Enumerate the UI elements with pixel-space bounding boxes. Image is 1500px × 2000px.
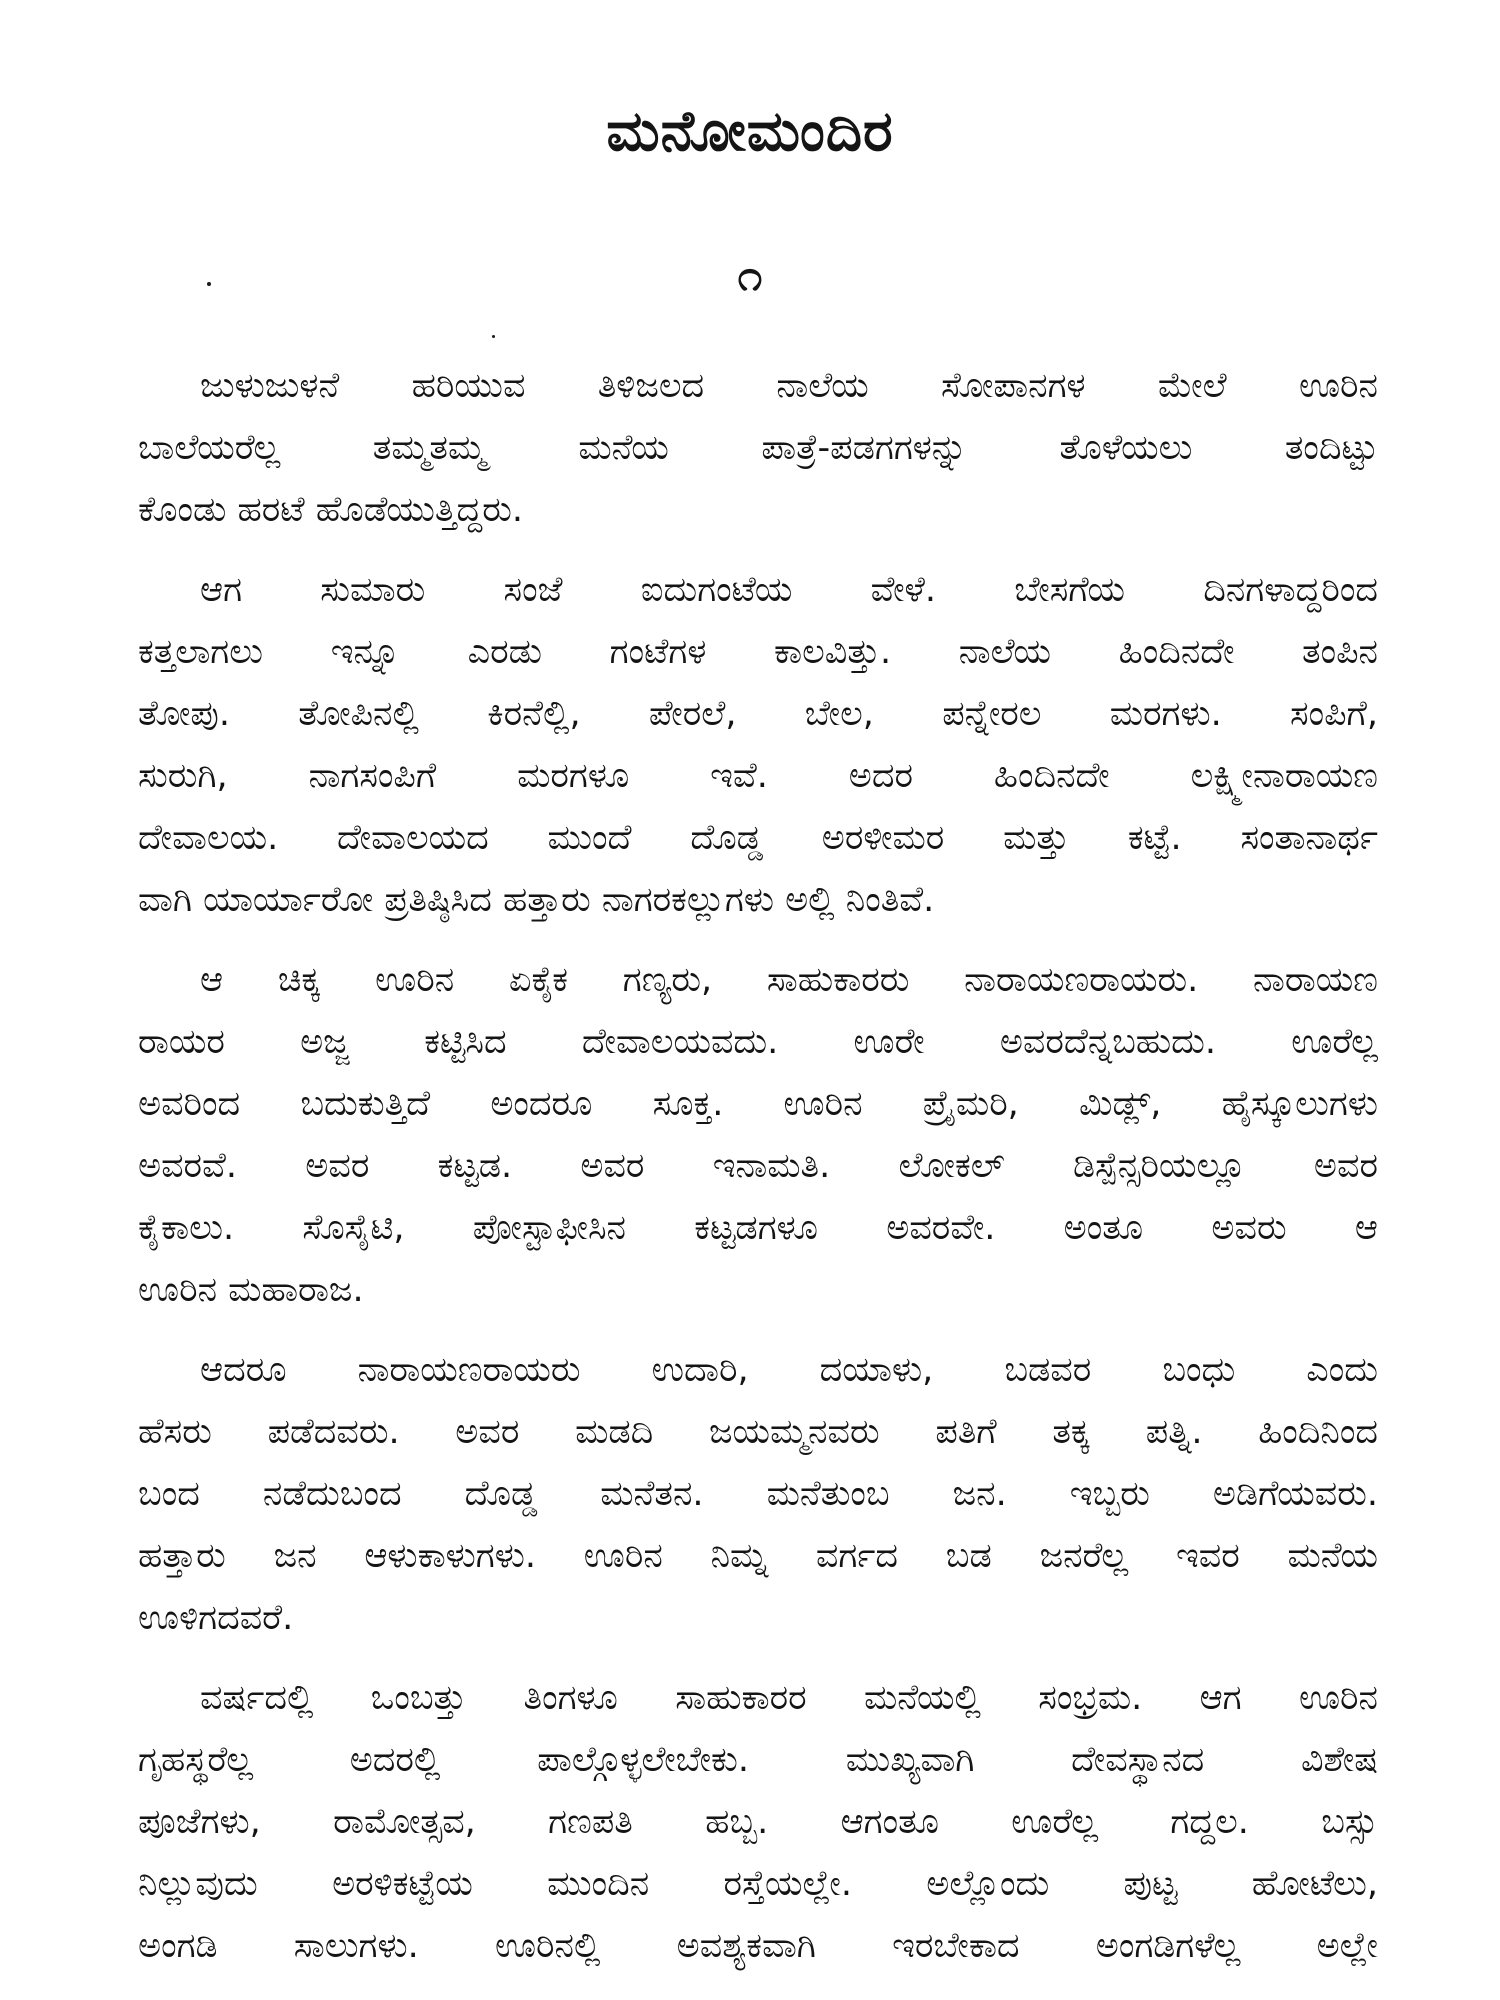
text-line: ಅಂಗಡಿ ಸಾಲುಗಳು. ಊರಿನಲ್ಲಿ ಅವಶ್ಯಕವಾಗಿ ಇರಬೇಕಾದ ಅಂಗಡಿಗಳೆಲ್ಲ ಅಲ್ಲೇ bbox=[138, 1926, 1378, 1966]
print-speck bbox=[492, 335, 495, 338]
text-line: ಜುಳುಜುಳನೆ ಹರಿಯುವ ತಿಳಿಜಲದ ನಾಲೆಯ ಸೋಪಾನಗಳ ಮೇಲೆ ಊರಿನ bbox=[200, 366, 1378, 406]
text-line: ಊರಿನ ಮಹಾರಾಜ. bbox=[138, 1270, 364, 1310]
text-line: ಬಾಲೆಯರೆಲ್ಲ ತಮ್ಮತಮ್ಮ ಮನೆಯ ಪಾತ್ರೆ-ಪಡಗಗಳನ್ನು ತೊಳೆಯಲು ತಂದಿಟ್ಟು bbox=[138, 428, 1378, 468]
page-title: ಮನೋಮಂದಿರ bbox=[606, 99, 894, 164]
text-line: ಹೆಸರು ಪಡೆದವರು. ಅವರ ಮಡದಿ ಜಯಮ್ಮನವರು ಪತಿಗೆ ತಕ್ಕ ಪತ್ನಿ. ಹಿಂದಿನಿಂದ bbox=[138, 1412, 1378, 1452]
text-line: ಬಂದ ನಡೆದುಬಂದ ದೊಡ್ಡ ಮನೆತನ. ಮನೆತುಂಬ ಜನ. ಇಬ್ಬರು ಅಡಿಗೆಯವರು. bbox=[138, 1474, 1378, 1514]
text-line: ಆಗ ಸುಮಾರು ಸಂಜೆ ಐದುಗಂಟೆಯ ವೇಳೆ. ಬೇಸಗೆಯ ದಿನಗಳಾದ್ದರಿಂದ bbox=[200, 570, 1378, 610]
text-line: ವರ್ಷದಲ್ಲಿ ಒಂಬತ್ತು ತಿಂಗಳೂ ಸಾಹುಕಾರರ ಮನೆಯಲ್ಲಿ ಸಂಭ್ರಮ. ಆಗ ಊರಿನ bbox=[200, 1678, 1378, 1718]
text-line: ದೇವಾಲಯ. ದೇವಾಲಯದ ಮುಂದೆ ದೊಡ್ಡ ಅರಳೀಮರ ಮತ್ತು ಕಟ್ಟೆ. ಸಂತಾನಾರ್ಥ bbox=[138, 818, 1378, 858]
paragraph bbox=[138, 949, 1378, 1321]
print-speck bbox=[207, 282, 211, 286]
text-line: ಕತ್ತಲಾಗಲು ಇನ್ನೂ ಎರಡು ಗಂಟೆಗಳ ಕಾಲವಿತ್ತು. ನಾಲೆಯ ಹಿಂದಿನದೇ ತಂಪಿನ bbox=[138, 632, 1378, 672]
chapter-number: ೧ bbox=[737, 250, 763, 301]
text-line: ಅವರವೆ. ಅವರ ಕಟ್ಟಡ. ಅವರ ಇನಾಮತಿ. ಲೋಕಲ್ ಡಿಸ್ಪೆನ್ಸರಿಯಲ್ಲೂ ಅವರ bbox=[138, 1146, 1378, 1186]
text-line: ಊಳಿಗದವರೆ. bbox=[138, 1598, 294, 1638]
text-line: ಪೂಜೆಗಳು, ರಾಮೋತ್ಸವ, ಗಣಪತಿ ಹಬ್ಬ. ಆಗಂತೂ ಊರೆಲ್ಲ ಗದ್ದಲ. ಬಸ್ಸು bbox=[138, 1802, 1378, 1842]
text-line: ತೋಪು. ತೋಪಿನಲ್ಲಿ ಕಿರನೆಲ್ಲಿ, ಪೇರಲೆ, ಬೇಲ, ಪನ್ನೇರಲ ಮರಗಳು. ಸಂಪಿಗೆ, bbox=[138, 694, 1378, 734]
text-line: ಅವರಿಂದ ಬದುಕುತ್ತಿದೆ ಅಂದರೂ ಸೂಕ್ತ. ಊರಿನ ಪ್ರೈಮರಿ, ಮಿಡ್ಲ್, ಹೈಸ್ಕೂಲುಗಳು bbox=[138, 1084, 1378, 1124]
paragraph bbox=[138, 355, 1378, 541]
paragraph bbox=[138, 1339, 1378, 1649]
text-line: ಸುರುಗಿ, ನಾಗಸಂಪಿಗೆ ಮರಗಳೂ ಇವೆ. ಅದರ ಹಿಂದಿನದೇ ಲಕ್ಷ್ಮೀನಾರಾಯಣ bbox=[138, 756, 1378, 796]
text-line: ಹತ್ತಾರು ಜನ ಆಳುಕಾಳುಗಳು. ಊರಿನ ನಿಮ್ನ ವರ್ಗದ ಬಡ ಜನರೆಲ್ಲ ಇವರ ಮನೆಯ bbox=[138, 1536, 1378, 1576]
text-line: ಆದರೂ ನಾರಾಯಣರಾಯರು ಉದಾರಿ, ದಯಾಳು, ಬಡವರ ಬಂಧು ಎಂದು bbox=[200, 1350, 1378, 1390]
text-line: ಕೊಂಡು ಹರಟೆ ಹೊಡೆಯುತ್ತಿದ್ದರು. bbox=[138, 490, 524, 530]
text-line: ರಾಯರ ಅಜ್ಜ ಕಟ್ಟಿಸಿದ ದೇವಾಲಯವದು. ಊರೇ ಅವರದೆನ್ನಬಹುದು. ಊರೆಲ್ಲ bbox=[138, 1022, 1378, 1062]
paragraph bbox=[138, 1667, 1378, 1977]
paragraph bbox=[138, 559, 1378, 931]
text-line: ಗೃಹಸ್ಥರೆಲ್ಲ ಅದರಲ್ಲಿ ಪಾಲ್ಗೊಳ್ಳಲೇಬೇಕು. ಮುಖ್ಯವಾಗಿ ದೇವಸ್ಥಾನದ ವಿಶೇಷ bbox=[138, 1740, 1378, 1780]
text-line: ನಿಲ್ಲುವುದು ಅರಳಿಕಟ್ಟೆಯ ಮುಂದಿನ ರಸ್ತೆಯಲ್ಲೇ. ಅಲ್ಲೊಂದು ಪುಟ್ಟ ಹೋಟೆಲು, bbox=[138, 1864, 1378, 1904]
text-line: ವಾಗಿ ಯಾರ್ಯಾರೋ ಪ್ರತಿಷ್ಠಿಸಿದ ಹತ್ತಾರು ನಾಗರಕಲ್ಲುಗಳು ಅಲ್ಲಿ ನಿಂತಿವೆ. bbox=[138, 880, 935, 920]
body-text bbox=[138, 355, 1378, 1995]
text-line: ಆ ಚಿಕ್ಕ ಊರಿನ ಏಕೈಕ ಗಣ್ಯರು, ಸಾಹುಕಾರರು ನಾರಾಯಣರಾಯರು. ನಾರಾಯಣ bbox=[200, 960, 1378, 1000]
text-line: ಕೈಕಾಲು. ಸೊಸೈಟಿ, ಪೋಸ್ಟಾಫೀಸಿನ ಕಟ್ಟಡಗಳೂ ಅವರವೇ. ಅಂತೂ ಅವರು ಆ bbox=[138, 1208, 1378, 1248]
